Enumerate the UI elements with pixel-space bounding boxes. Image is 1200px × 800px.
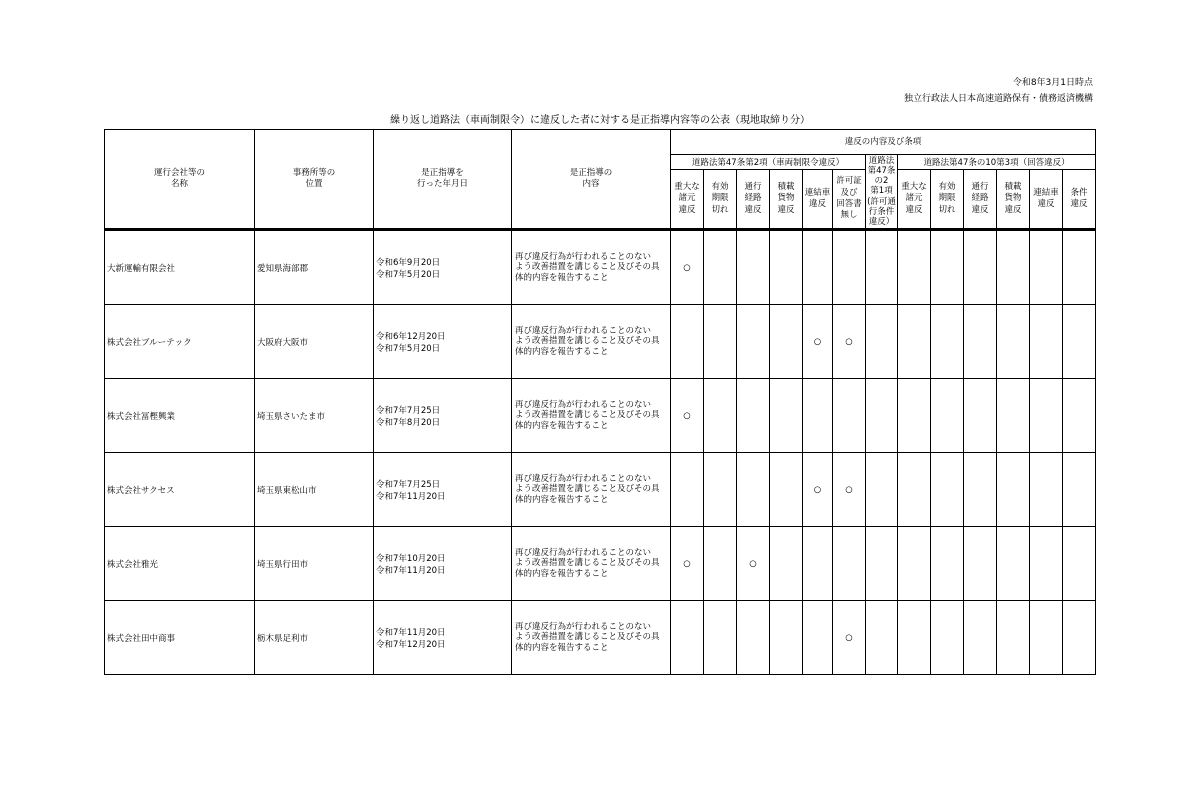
header-location: 事務所等の 位置 [255,130,374,230]
table-row [105,379,1096,453]
subheader-c: 条件 違反 [1063,170,1096,230]
violation-mark [737,305,770,379]
violation-mark [1063,305,1096,379]
violation-mark [931,601,964,675]
subheader-a: 重大な 諸元 違反 [671,170,704,230]
violation-mark [964,305,997,379]
violation-mark: ○ [833,601,866,675]
company-name: 株式会社雅光 [105,527,255,601]
violation-mark [704,379,737,453]
violation-mark: ○ [803,305,833,379]
subheader-a: 通行 経路 違反 [737,170,770,230]
violation-mark [997,305,1030,379]
subheader-c: 重大な 諸元 違反 [898,170,931,230]
company-name: 大新運輸有限会社 [105,230,255,305]
guidance-dates: 令和7年10月20日 令和7年11月20日 [374,527,512,601]
violation-mark [1063,379,1096,453]
violation-mark [671,453,704,527]
violation-mark [866,527,898,601]
guidance-content: 再び違反行為が行われることのない よう改善措置を講じること及びその具 体的内容を報告すること [512,601,671,675]
violation-mark [770,379,803,453]
violation-mark [866,305,898,379]
guidance-dates: 令和7年7月25日 令和7年11月20日 [374,453,512,527]
violation-mark [964,527,997,601]
subheader-c: 連結車 違反 [1030,170,1063,230]
violation-mark [964,379,997,453]
violation-mark [833,527,866,601]
violation-mark [997,527,1030,601]
violation-mark [704,305,737,379]
violation-mark: ○ [737,527,770,601]
violation-mark [898,527,931,601]
violation-mark [737,453,770,527]
violation-mark [997,601,1030,675]
violation-mark [770,230,803,305]
subheader-c: 積載 貨物 違反 [997,170,1030,230]
violation-mark [770,527,803,601]
violation-mark [704,453,737,527]
company-name: 株式会社ブルーテック [105,305,255,379]
office-location: 栃木県足利市 [255,601,374,675]
office-location: 埼玉県東松山市 [255,453,374,527]
table-row [105,230,1096,305]
guidance-dates: 令和6年9月20日 令和7年5月20日 [374,230,512,305]
violation-mark [671,601,704,675]
subheader-a: 連結車 違反 [803,170,833,230]
violation-mark: ○ [833,453,866,527]
violation-mark [898,601,931,675]
violation-mark [770,453,803,527]
violation-mark [898,305,931,379]
violation-mark [1030,601,1063,675]
violation-mark [833,379,866,453]
violation-mark [931,379,964,453]
violation-mark [737,230,770,305]
guidance-content: 再び違反行為が行われることのない よう改善措置を講じること及びその具 体的内容を報告すること [512,305,671,379]
violation-mark [1063,527,1096,601]
violation-mark [737,379,770,453]
table-row [105,601,1096,675]
guidance-content: 再び違反行為が行われることのない よう改善措置を講じること及びその具 体的内容を報告すること [512,379,671,453]
violation-mark [898,453,931,527]
violation-mark [931,453,964,527]
subheader-a: 積載 貨物 違反 [770,170,803,230]
violation-mark [1030,379,1063,453]
violation-mark [931,230,964,305]
header-violation-group: 違反の内容及び条項 [671,130,1096,155]
violation-mark [964,601,997,675]
violation-mark [770,601,803,675]
violation-mark [803,527,833,601]
violation-mark [997,379,1030,453]
office-location: 埼玉県さいたま市 [255,379,374,453]
violation-mark [671,305,704,379]
header-content: 是正指導の 内容 [512,130,671,230]
violation-mark [1063,453,1096,527]
violation-mark [931,527,964,601]
guidance-content: 再び違反行為が行われることのない よう改善措置を講じること及びその具 体的内容を報告すること [512,527,671,601]
violation-mark: ○ [671,230,704,305]
document-title: 繰り返し道路法（車両制限令）に違反した者に対する是正指導内容等の公表（現地取締り分） [390,115,810,126]
guidance-dates: 令和7年7月25日 令和7年8月20日 [374,379,512,453]
violation-mark: ○ [671,527,704,601]
company-name: 株式会社冨樫興業 [105,379,255,453]
violation-mark [964,230,997,305]
violation-mark [704,230,737,305]
violation-mark [737,601,770,675]
office-location: 愛知県海部郡 [255,230,374,305]
organization-name: 独立行政法人日本高速道路保有・債務返済機構 [903,94,1093,104]
subheader-a: 許可証 及び 回答書 無し [833,170,866,230]
company-name: 株式会社サクセス [105,453,255,527]
table-row [105,527,1096,601]
subheader-c: 有効 期限 切れ [931,170,964,230]
header-company: 運行会社等の 名称 [105,130,255,230]
violation-mark [866,453,898,527]
company-name: 株式会社田中商事 [105,601,255,675]
violation-mark [964,453,997,527]
violation-mark [704,601,737,675]
violation-mark: ○ [833,305,866,379]
violation-mark: ○ [671,379,704,453]
header-article-47-2-1: 道路法 第47条 の2 第1項 (許可通 行条件 違反） [866,155,898,230]
office-location: 大阪府大阪市 [255,305,374,379]
violation-mark [997,453,1030,527]
violation-mark: ○ [803,453,833,527]
guidance-content: 再び違反行為が行われることのない よう改善措置を講じること及びその具 体的内容を報告すること [512,230,671,305]
guidance-dates: 令和6年12月20日 令和7年5月20日 [374,305,512,379]
violation-mark [866,379,898,453]
header-article-47-2: 道路法第47条第2項（車両制限令違反） [671,155,866,170]
violation-mark [770,305,803,379]
header-dates: 是正指導を 行った年月日 [374,130,512,230]
subheader-a: 有効 期限 切れ [704,170,737,230]
violation-mark [931,305,964,379]
table-row [105,453,1096,527]
violation-mark [898,230,931,305]
report-date: 令和8年3月1日時点 [1012,78,1093,88]
office-location: 埼玉県行田市 [255,527,374,601]
subheader-c: 通行 経路 違反 [964,170,997,230]
violation-mark [1063,601,1096,675]
table-row [105,305,1096,379]
violation-mark [803,601,833,675]
violation-mark [1030,305,1063,379]
guidance-dates: 令和7年11月20日 令和7年12月20日 [374,601,512,675]
violation-mark [866,601,898,675]
header-article-47-10-3: 道路法第47条の10第3項（回答違反） [898,155,1096,170]
violation-table [104,129,1096,675]
guidance-content: 再び違反行為が行われることのない よう改善措置を講じること及びその具 体的内容を報告すること [512,453,671,527]
violation-mark [803,379,833,453]
violation-mark [1030,527,1063,601]
violation-mark [866,230,898,305]
violation-mark [997,230,1030,305]
violation-mark [833,230,866,305]
violation-mark [1030,230,1063,305]
violation-mark [898,379,931,453]
violation-mark [803,230,833,305]
violation-mark [1030,453,1063,527]
violation-mark [1063,230,1096,305]
violation-mark [704,527,737,601]
